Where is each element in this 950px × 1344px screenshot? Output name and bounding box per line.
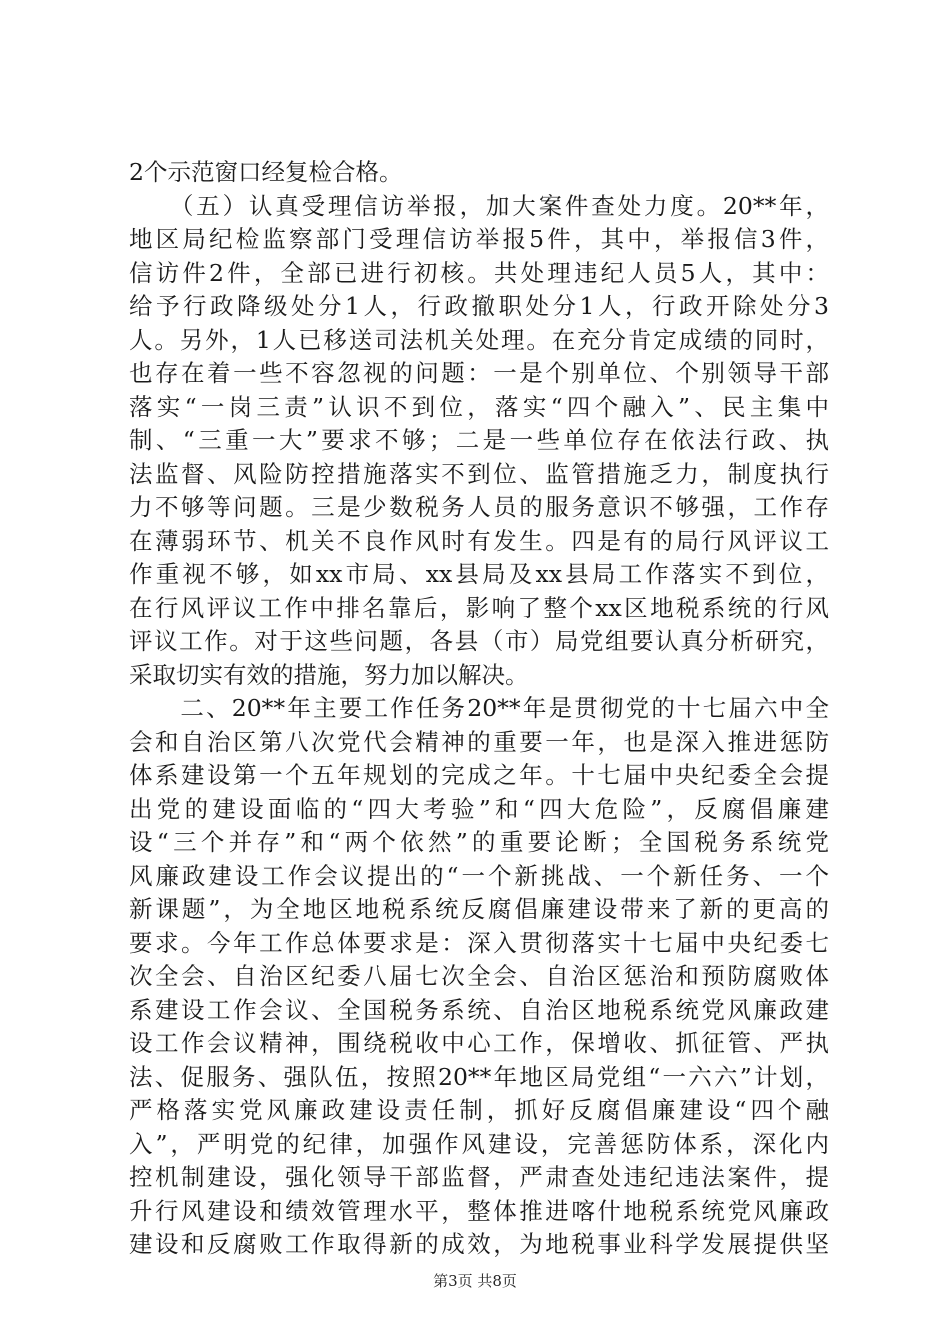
text-line: 系建设工作会议、全国税务系统、自治区地税系统党风廉政建 (129, 995, 829, 1024)
text-line: 地区局纪检监察部门受理信访举报5件，其中，举报信3件， (129, 225, 829, 253)
text-line: 次全会、自治区纪委八届七次全会、自治区惩治和预防腐败体 (129, 962, 829, 990)
text-line: 升行风建设和绩效管理水平，整体推进喀什地税系统党风廉政 (129, 1196, 829, 1225)
text-line: 出党的建设面临的“四大考验”和“四大危险”，反腐倡廉建 (129, 794, 829, 823)
text-line: 在薄弱环节、机关不良作风时有发生。四是有的局行风评议工 (129, 526, 829, 555)
text-line: 采取切实有效的措施，努力加以解决。 (129, 660, 529, 689)
text-line: 入”，严明党的纪律，加强作风建设，完善惩防体系，深化内 (129, 1129, 829, 1158)
text-line: 信访件2件，全部已进行初核。共处理违纪人员5人，其中： (129, 258, 829, 287)
text-line: 严格落实党风廉政建设责任制，抓好反腐倡廉建设“四个融 (129, 1096, 829, 1124)
text-line: 2个示范窗口经复检合格。 (129, 158, 403, 186)
text-line: 力不够等问题。三是少数税务人员的服务意识不够强，工作存 (129, 493, 829, 521)
text-line: 设工作会议精神，围绕税收中心工作，保增收、抓征管、严执 (129, 1029, 829, 1057)
text-line: 法监督、风险防控措施落实不到位、监管措施乏力，制度执行 (129, 459, 829, 488)
text-line: （五）认真受理信访举报，加大案件查处力度。20**年， (129, 191, 829, 220)
document-body (129, 156, 829, 1262)
text-line: 新课题”，为全地区地税系统反腐倡廉建设带来了新的更高的 (129, 895, 829, 923)
text-line: 作重视不够，如xx市局、xx县局及xx县局工作落实不到位， (129, 560, 829, 588)
text-line: 在行风评议工作中排名靠后，影响了整个xx区地税系统的行风 (129, 593, 829, 622)
text-line: 二、20**年主要工作任务20**年是贯彻党的十七届六中全 (129, 694, 829, 722)
text-line: 评议工作。对于这些问题，各县（市）局党组要认真分析研究， (129, 627, 829, 655)
text-line: 人。另外，1人已移送司法机关处理。在充分肯定成绩的同时， (129, 325, 829, 354)
text-line: 会和自治区第八次党代会精神的重要一年，也是深入推进惩防 (129, 727, 829, 756)
text-line: 要求。今年工作总体要求是：深入贯彻落实十七届中央纪委七 (129, 928, 829, 957)
text-line: 法、促服务、强队伍，按照20**年地区局党组“一六六”计划， (129, 1062, 829, 1091)
text-line: 给予行政降级处分1人，行政撤职处分1人，行政开除处分3 (129, 292, 829, 320)
page-footer: 第3页 共8页 (433, 1272, 517, 1290)
text-line: 风廉政建设工作会议提出的“一个新挑战、一个新任务、一个 (129, 861, 829, 890)
text-line: 也存在着一些不容忽视的问题：一是个别单位、个别领导干部 (129, 359, 829, 387)
text-line: 体系建设第一个五年规划的完成之年。十七届中央纪委全会提 (129, 761, 829, 789)
text-line: 控机制建设，强化领导干部监督，严肃查处违纪违法案件，提 (129, 1163, 829, 1191)
text-line: 设“三个并存”和“两个依然”的重要论断；全国税务系统党 (129, 828, 829, 856)
text-line: 制、“三重一大”要求不够；二是一些单位存在依法行政、执 (129, 426, 829, 454)
text-line: 落实“一岗三责”认识不到位，落实“四个融入”、民主集中 (129, 392, 829, 421)
text-line: 建设和反腐败工作取得新的成效，为地税事业科学发展提供坚 (129, 1230, 829, 1258)
